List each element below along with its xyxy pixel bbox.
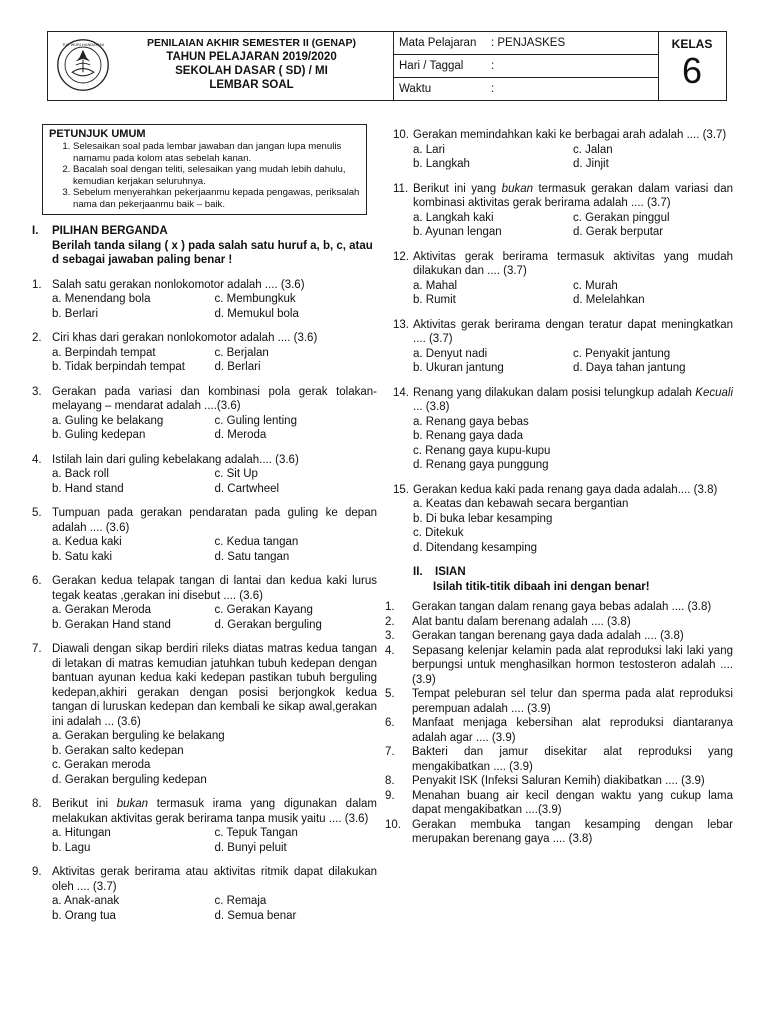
question-text: Gerakan kedua telapak tangan di lantai dan kedua kaki lurus tegak keatas ,gerakan ini disebut .... (3.6) xyxy=(52,575,377,602)
question-item xyxy=(32,797,377,855)
academic-year: TAHUN PELAJARAN 2019/2020 xyxy=(166,51,337,63)
option-d: d. Bunyi peluit xyxy=(214,841,287,854)
option-row xyxy=(52,618,377,633)
question-item xyxy=(393,386,733,473)
option-a: a. Menendang bola xyxy=(52,293,151,305)
date-value: : xyxy=(491,60,495,72)
question-text: Gerakan memindahkan kaki ke berbagai arah adalah .... (3.7) xyxy=(413,129,727,141)
option-b: b. Satu kaki xyxy=(52,550,113,563)
answer-options xyxy=(32,894,377,923)
fill-in-item xyxy=(385,818,733,847)
question-text-part: termasuk irama yang digunakan dalam melakukan aktivitas gerak berirama tanpa musik yaitu .... (3.6) xyxy=(52,798,377,825)
question-number: 8. xyxy=(32,798,42,810)
option-c: c. Membungkuk xyxy=(214,293,296,305)
option-a: a. Anak-anak xyxy=(52,895,120,907)
fill-in-number: 10. xyxy=(385,818,401,831)
option-row xyxy=(413,293,733,308)
option-row xyxy=(413,143,733,158)
fill-in-text: Tempat peleburan sel telur dan sperma pada alat reproduksi perempuan adalah .... (3.9) xyxy=(412,688,733,715)
answer-options xyxy=(393,497,733,555)
question-number: 6. xyxy=(32,575,42,587)
question-number: 5. xyxy=(32,507,42,519)
question-text-part: ... (3.8) xyxy=(413,401,450,413)
fill-in-list xyxy=(385,600,733,847)
question-item xyxy=(32,385,377,443)
class-number: 6 xyxy=(681,50,703,91)
section-fill-in-heading xyxy=(413,565,733,580)
question-text: Istilah lain dari guling kebelakang adalah.... (3.6) xyxy=(52,453,299,466)
option-c: c. Tepuk Tangan xyxy=(214,827,298,839)
instruction-item: 2. Bacalah soal dengan teliti, selesaikan yang mudah lebih dahulu, kemudian kerjakan seluruhnya. xyxy=(73,164,360,187)
sheet-title: LEMBAR SOAL xyxy=(209,79,294,91)
option-d: d. Renang gaya punggung xyxy=(413,459,549,471)
option-d: d. Gerakan berguling kedepan xyxy=(52,773,207,786)
option-d: d. Ditendang kesamping xyxy=(413,541,538,554)
question-stem xyxy=(393,182,733,211)
date-label: Hari / Taggal xyxy=(399,60,464,72)
question-number: 10. xyxy=(393,129,409,141)
section-title: PILIHAN BERGANDA xyxy=(52,225,168,237)
fill-in-number: 1. xyxy=(385,601,395,613)
answer-options xyxy=(32,346,377,375)
option-row xyxy=(52,414,377,429)
question-item xyxy=(393,318,733,376)
question-text-part: Berikut ini yang xyxy=(413,182,502,195)
option-row xyxy=(52,894,377,909)
option-c: c. Ditekuk xyxy=(413,527,464,539)
option-row xyxy=(52,535,377,550)
section-number: II. xyxy=(413,566,423,578)
option-c: c. Sit Up xyxy=(214,468,258,480)
section-instruction: Isilah titik-titik dibaah ini dengan benar! xyxy=(433,580,650,593)
section-instruction: Berilah tanda silang ( x ) pada salah satu huruf a, b, c, atau d sebagai jawaban paling benar ! xyxy=(52,239,373,266)
fill-in-item xyxy=(385,789,733,818)
answer-options xyxy=(32,729,377,787)
fill-in-number: 3. xyxy=(385,630,395,642)
instruction-item: 1. Selesaikan soal pada lembar jawaban dan jangan lupa menulis namamu pada kolom atas sebelah kanan. xyxy=(73,141,360,164)
option-row xyxy=(52,346,377,361)
time-value: : xyxy=(491,83,495,95)
question-number: 3. xyxy=(32,385,42,398)
instructions-title: PETUNJUK UMUM xyxy=(49,128,146,140)
option-a: a. Lari xyxy=(413,143,445,156)
option-d: d. Cartwheel xyxy=(214,482,280,495)
option-row xyxy=(52,826,377,841)
option-b: b. Guling kedepan xyxy=(52,429,146,441)
question-list-right xyxy=(393,128,733,555)
question-stem xyxy=(393,386,733,415)
question-stem xyxy=(32,453,377,468)
option-c: c. Jalan xyxy=(573,143,613,156)
option-b: b. Rumit xyxy=(413,294,456,306)
svg-text:TUT WURI HANDAYANI: TUT WURI HANDAYANI xyxy=(62,43,104,48)
question-item xyxy=(393,182,733,240)
question-item xyxy=(393,483,733,556)
fill-in-text: Sepasang kelenjar kelamin pada alat reproduksi laki laki yang berpungsi untuk menghasilkan hormon testosteron adalah .... (3.9) xyxy=(412,644,733,686)
option-a: a. Keatas dan kebawah secara bergantian xyxy=(413,498,629,510)
fill-in-item xyxy=(385,644,733,688)
option-d: d. Semua benar xyxy=(214,909,297,922)
section-fill-in xyxy=(393,565,733,594)
question-item xyxy=(32,278,377,322)
option-d: d. Gerakan berguling xyxy=(214,618,322,631)
answer-options xyxy=(32,292,377,321)
option-row xyxy=(52,550,377,565)
option-row xyxy=(52,292,377,307)
question-stem xyxy=(32,642,377,729)
question-number: 12. xyxy=(393,250,409,263)
option-b: b. Berlari xyxy=(52,307,99,320)
answer-options xyxy=(32,467,377,496)
answer-options xyxy=(32,414,377,443)
option-b: b. Lagu xyxy=(52,841,91,854)
fill-in-number: 4. xyxy=(385,644,395,657)
answer-options xyxy=(393,211,733,240)
question-stem xyxy=(32,331,377,346)
fill-in-number: 7. xyxy=(385,746,395,758)
option-b: b. Gerakan Hand stand xyxy=(52,618,171,631)
subject-label: Mata Pelajaran xyxy=(399,37,477,49)
instructions-list xyxy=(49,141,360,210)
option-b: b. Orang tua xyxy=(52,909,116,922)
question-stem xyxy=(32,506,377,535)
question-stem xyxy=(393,128,733,143)
option-c: c. Guling lenting xyxy=(214,414,297,427)
question-number: 4. xyxy=(32,453,42,466)
question-item xyxy=(32,574,377,632)
fill-in-number: 8. xyxy=(385,775,395,787)
option-c: c. Berjalan xyxy=(214,346,269,359)
fill-in-number: 6. xyxy=(385,717,395,729)
question-text: Gerakan pada variasi dan kombinasi pola gerak tolakan-melayang – mendarat adalah ....(3.6) xyxy=(52,385,377,412)
question-text: Aktivitas gerak berirama termasuk aktivitas yang mudah dilakukan dan .... (3.7) xyxy=(413,250,733,277)
option-d: d. Daya tahan jantung xyxy=(573,362,686,374)
exam-header xyxy=(47,31,727,101)
question-text xyxy=(52,797,377,826)
option-row xyxy=(52,841,377,856)
option-b: b. Ayunan lengan xyxy=(413,226,502,238)
exam-name: PENILAIAN AKHIR SEMESTER II (GENAP) xyxy=(146,37,357,49)
fill-in-text: Menahan buang air kecil dengan waktu yang cukup lama dapat mengakibatkan ....(3.9) xyxy=(412,789,733,816)
class-label: KELAS xyxy=(671,37,713,51)
option-row xyxy=(52,307,377,322)
option-row xyxy=(413,361,733,376)
option-a: a. Guling ke belakang xyxy=(52,414,164,427)
option-d: d. Memukul bola xyxy=(214,307,299,320)
info-row-date xyxy=(393,55,658,78)
option-b: b. Ukuran jantung xyxy=(413,362,504,374)
header-title xyxy=(114,36,389,92)
option-b: b. Langkah xyxy=(413,158,470,170)
fill-in-item xyxy=(385,687,733,716)
section-title: ISIAN xyxy=(435,566,466,578)
option-row xyxy=(52,467,377,482)
answer-options xyxy=(32,826,377,855)
option-a: a. Renang gaya bebas xyxy=(413,415,529,428)
option-c: c. Renang gaya kupu-kupu xyxy=(413,444,551,457)
fill-in-text: Gerakan membuka tangan kesamping dengan lebar merupakan berenang gaya .... (3.8) xyxy=(412,818,733,845)
option-a: a. Mahal xyxy=(413,279,458,292)
question-text-part: Berikut ini xyxy=(52,798,117,810)
answer-options xyxy=(393,415,733,473)
fill-in-item xyxy=(385,629,733,644)
fill-in-item xyxy=(385,716,733,745)
class-block xyxy=(658,32,726,100)
answer-options xyxy=(393,347,733,376)
option-d: d. Meroda xyxy=(214,429,267,441)
question-text xyxy=(413,182,733,211)
fill-in-number: 5. xyxy=(385,688,395,700)
tut-wuri-handayani-logo xyxy=(56,38,110,92)
question-stem xyxy=(32,385,377,414)
fill-in-text: Manfaat menjaga kebersihan alat reproduksi diantaranya adalah agar .... (3.9) xyxy=(412,717,733,744)
question-number: 13. xyxy=(393,318,409,331)
option-row xyxy=(413,211,733,226)
question-stem xyxy=(32,865,377,894)
option-a: a. Gerakan Meroda xyxy=(52,604,152,616)
option-c: c. Gerakan pinggul xyxy=(573,211,670,224)
option-row xyxy=(413,225,733,240)
question-text: Tumpuan pada gerakan pendaratan pada guling ke depan adalah .... (3.6) xyxy=(52,507,377,534)
question-text xyxy=(413,386,733,415)
right-column xyxy=(385,124,733,847)
option-a: a. Hitungan xyxy=(52,827,111,839)
option-c: c. Murah xyxy=(573,279,618,292)
option-a: a. Berpindah tempat xyxy=(52,346,156,359)
question-text: Gerakan kedua kaki pada renang gaya dada adalah.... (3.8) xyxy=(413,483,718,496)
question-item xyxy=(32,865,377,923)
option-c: c. Gerakan meroda xyxy=(52,759,151,771)
option-a: a. Denyut nadi xyxy=(413,347,488,360)
question-number: 2. xyxy=(32,332,42,344)
instruction-item: 3. Sebelum menyerahkan pekerjaanmu kepada pengawas, periksalah nama dan pekerjaanmu baik – baik. xyxy=(73,187,360,210)
option-a: a. Kedua kaki xyxy=(52,536,122,548)
section-multiple-choice-heading xyxy=(32,224,377,239)
fill-in-item xyxy=(385,600,733,615)
question-list-left xyxy=(32,278,377,924)
option-row xyxy=(52,909,377,924)
option-a: a. Langkah kaki xyxy=(413,211,494,224)
question-item xyxy=(32,453,377,497)
answer-options xyxy=(393,279,733,308)
question-item xyxy=(32,331,377,375)
fill-in-item xyxy=(385,615,733,630)
option-d: d. Melelahkan xyxy=(573,294,645,306)
option-row xyxy=(52,428,377,443)
option-b: b. Renang gaya dada xyxy=(413,430,523,442)
question-item xyxy=(393,250,733,308)
answer-options xyxy=(32,603,377,632)
question-number: 14. xyxy=(393,386,409,399)
fill-in-text: Penyakit ISK (Infeksi Saluran Kemih) diakibatkan .... (3.9) xyxy=(412,775,705,787)
option-d: d. Berlari xyxy=(214,361,261,373)
answer-options xyxy=(32,535,377,564)
option-d: d. Satu tangan xyxy=(214,550,290,563)
option-row xyxy=(413,279,733,294)
option-d: d. Gerak berputar xyxy=(573,226,664,238)
general-instructions-box xyxy=(42,124,367,215)
question-number: 11. xyxy=(393,182,409,195)
fill-in-item xyxy=(385,774,733,789)
question-stem xyxy=(393,318,733,347)
option-d: d. Jinjit xyxy=(573,158,609,170)
option-row xyxy=(52,603,377,618)
question-text-emphasis: bukan xyxy=(116,798,149,810)
question-stem xyxy=(32,278,377,293)
fill-in-text: Alat bantu dalam berenang adalah .... (3.8) xyxy=(412,615,631,628)
fill-in-item xyxy=(385,745,733,774)
question-text: Diawali dengan sikap berdiri rileks diatas matras kedua tangan di letakan di matras kemudian jatuhkan tubuh kedepan dengan bantuan ayunan kedua kaki kedepan pastikan tubuh berguling kedepan,akhiri gerakan dengan posisi berjongkok kedua tangan di luruskan kedepan dan kembali ke sikap awal,gerakan ini adalah ... (3.6) xyxy=(52,643,377,728)
fill-in-text: Bakteri dan jamur disekitar alat reproduksi yang mengakibatkan .... (3.9) xyxy=(412,746,733,773)
question-item xyxy=(393,128,733,172)
fill-in-text: Gerakan tangan berenang gaya dada adalah .... (3.8) xyxy=(412,630,684,642)
option-row xyxy=(413,347,733,362)
question-text: Aktivitas gerak berirama atau aktivitas ritmik dapat dilakukan oleh .... (3.7) xyxy=(52,866,377,893)
option-row xyxy=(413,157,733,172)
school-level: SEKOLAH DASAR ( SD) / MI xyxy=(175,65,328,77)
option-c: c. Penyakit jantung xyxy=(573,347,671,360)
option-c: c. Kedua tangan xyxy=(214,536,299,548)
fill-in-number: 9. xyxy=(385,789,395,802)
fill-in-text: Gerakan tangan dalam renang gaya bebas adalah .... (3.8) xyxy=(412,601,712,613)
option-a: a. Gerakan berguling ke belakang xyxy=(52,730,225,742)
option-b: b. Hand stand xyxy=(52,482,124,495)
question-number: 9. xyxy=(32,866,42,878)
option-row xyxy=(52,482,377,497)
answer-options xyxy=(393,143,733,172)
question-text: Aktivitas gerak berirama dengan teratur dapat meningkatkan .... (3.7) xyxy=(413,318,733,345)
info-row-time xyxy=(393,78,658,101)
question-stem xyxy=(32,797,377,826)
header-info-block xyxy=(393,32,659,100)
question-item xyxy=(32,642,377,787)
subject-value: : PENJASKES xyxy=(491,37,566,49)
option-b: b. Di buka lebar kesamping xyxy=(413,512,553,525)
question-text-emphasis: bukan xyxy=(501,182,534,195)
option-b: b. Gerakan salto kedepan xyxy=(52,744,184,757)
option-row xyxy=(52,360,377,375)
header-title-block xyxy=(48,32,394,100)
question-text: Salah satu gerakan nonlokomotor adalah .... (3.6) xyxy=(52,278,305,291)
question-text-part: Renang yang dilakukan dalam posisi telungkup adalah xyxy=(413,386,696,399)
time-label: Waktu xyxy=(399,83,432,95)
option-c: c. Gerakan Kayang xyxy=(214,604,313,616)
option-b: b. Tidak berpindah tempat xyxy=(52,361,185,373)
option-a: a. Back roll xyxy=(52,468,109,480)
fill-in-number: 2. xyxy=(385,615,395,628)
question-stem xyxy=(393,483,733,498)
question-number: 15. xyxy=(393,483,409,496)
left-column xyxy=(32,124,377,923)
question-stem xyxy=(393,250,733,279)
section-number: I. xyxy=(32,225,39,237)
option-c: c. Remaja xyxy=(214,895,267,907)
question-number: 1. xyxy=(32,278,42,291)
question-number: 7. xyxy=(32,643,42,655)
question-text: Ciri khas dari gerakan nonlokomotor adalah .... (3.6) xyxy=(52,332,318,344)
info-row-subject xyxy=(393,32,658,55)
question-item xyxy=(32,506,377,564)
question-stem xyxy=(32,574,377,603)
question-text-emphasis: Kecuali xyxy=(695,386,733,399)
question-text-part: termasuk gerakan dalam variasi dan kombinasi aktivitas gerak berirama adalah .... (3.7) xyxy=(413,182,733,209)
